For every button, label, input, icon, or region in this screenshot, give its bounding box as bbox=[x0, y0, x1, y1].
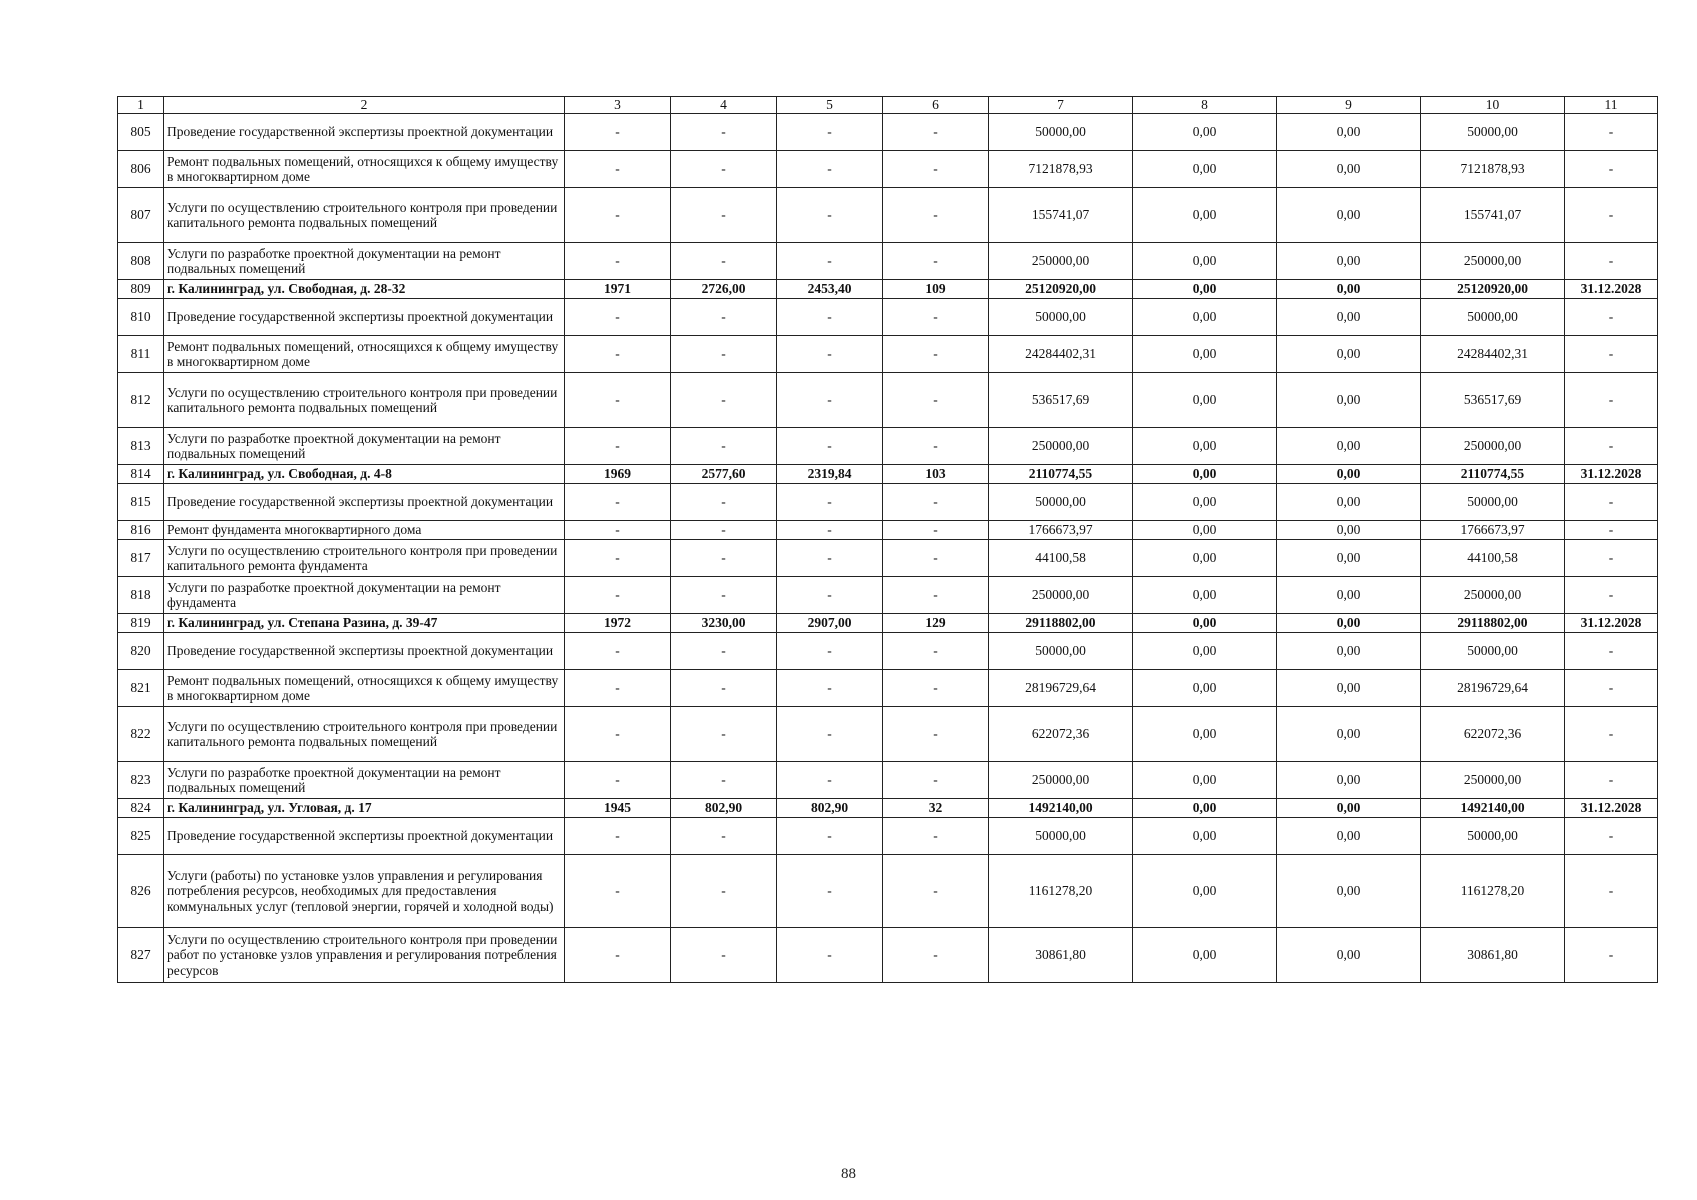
total-cost: 622072,36 bbox=[989, 707, 1133, 762]
federal-funds: 0,00 bbox=[1133, 428, 1277, 465]
row-number: 827 bbox=[118, 928, 164, 983]
owner-funds: 50000,00 bbox=[1421, 484, 1565, 521]
column-header: 8 bbox=[1133, 97, 1277, 114]
year-built: - bbox=[565, 188, 671, 243]
column-header: 11 bbox=[1565, 97, 1658, 114]
year-built: - bbox=[565, 484, 671, 521]
living-area: - bbox=[777, 243, 883, 280]
total-area: - bbox=[671, 540, 777, 577]
regional-funds: 0,00 bbox=[1277, 428, 1421, 465]
regional-funds: 0,00 bbox=[1277, 633, 1421, 670]
register-sheet bbox=[117, 96, 1658, 983]
year-built: - bbox=[565, 299, 671, 336]
row-number: 826 bbox=[118, 855, 164, 928]
regional-funds: 0,00 bbox=[1277, 614, 1421, 633]
completion-date: - bbox=[1565, 484, 1658, 521]
total-cost: 250000,00 bbox=[989, 428, 1133, 465]
year-built: - bbox=[565, 577, 671, 614]
owner-funds: 250000,00 bbox=[1421, 762, 1565, 799]
completion-date: 31.12.2028 bbox=[1565, 799, 1658, 818]
living-area: 2453,40 bbox=[777, 280, 883, 299]
regional-funds: 0,00 bbox=[1277, 670, 1421, 707]
work-row bbox=[118, 521, 1658, 540]
year-built: - bbox=[565, 928, 671, 983]
total-cost: 155741,07 bbox=[989, 188, 1133, 243]
federal-funds: 0,00 bbox=[1133, 670, 1277, 707]
column-header: 6 bbox=[883, 97, 989, 114]
residents: - bbox=[883, 818, 989, 855]
column-header: 3 bbox=[565, 97, 671, 114]
total-cost: 7121878,93 bbox=[989, 151, 1133, 188]
row-number: 821 bbox=[118, 670, 164, 707]
residents: - bbox=[883, 633, 989, 670]
work-row bbox=[118, 855, 1658, 928]
work-row bbox=[118, 762, 1658, 799]
owner-funds: 29118802,00 bbox=[1421, 614, 1565, 633]
column-header: 5 bbox=[777, 97, 883, 114]
owner-funds: 24284402,31 bbox=[1421, 336, 1565, 373]
total-area: - bbox=[671, 818, 777, 855]
residents: - bbox=[883, 188, 989, 243]
living-area: - bbox=[777, 428, 883, 465]
year-built: - bbox=[565, 540, 671, 577]
regional-funds: 0,00 bbox=[1277, 484, 1421, 521]
work-name: г. Калининград, ул. Угловая, д. 17 bbox=[164, 799, 565, 818]
total-area: 2726,00 bbox=[671, 280, 777, 299]
federal-funds: 0,00 bbox=[1133, 707, 1277, 762]
total-area: 3230,00 bbox=[671, 614, 777, 633]
total-area: 2577,60 bbox=[671, 465, 777, 484]
work-name: Услуги по осуществлению строительного контроля при проведении капитального ремонта подвальных помещений bbox=[164, 707, 565, 762]
owner-funds: 250000,00 bbox=[1421, 243, 1565, 280]
owner-funds: 44100,58 bbox=[1421, 540, 1565, 577]
year-built: - bbox=[565, 818, 671, 855]
residents: - bbox=[883, 670, 989, 707]
total-cost: 536517,69 bbox=[989, 373, 1133, 428]
residents: - bbox=[883, 336, 989, 373]
completion-date: - bbox=[1565, 762, 1658, 799]
federal-funds: 0,00 bbox=[1133, 799, 1277, 818]
work-row bbox=[118, 670, 1658, 707]
total-area: - bbox=[671, 521, 777, 540]
work-row bbox=[118, 633, 1658, 670]
work-row bbox=[118, 707, 1658, 762]
residents: 129 bbox=[883, 614, 989, 633]
regional-funds: 0,00 bbox=[1277, 299, 1421, 336]
completion-date: - bbox=[1565, 855, 1658, 928]
residents: - bbox=[883, 540, 989, 577]
owner-funds: 50000,00 bbox=[1421, 114, 1565, 151]
completion-date: - bbox=[1565, 928, 1658, 983]
work-name: Услуги по разработке проектной документации на ремонт подвальных помещений bbox=[164, 428, 565, 465]
federal-funds: 0,00 bbox=[1133, 373, 1277, 428]
regional-funds: 0,00 bbox=[1277, 707, 1421, 762]
year-built: - bbox=[565, 521, 671, 540]
living-area: - bbox=[777, 670, 883, 707]
federal-funds: 0,00 bbox=[1133, 855, 1277, 928]
owner-funds: 30861,80 bbox=[1421, 928, 1565, 983]
total-area: - bbox=[671, 373, 777, 428]
work-name: Услуги по осуществлению строительного контроля при проведении работ по установке узлов управления и регулирования потребления ресурсов bbox=[164, 928, 565, 983]
year-built: - bbox=[565, 336, 671, 373]
owner-funds: 25120920,00 bbox=[1421, 280, 1565, 299]
capital-repair-table bbox=[117, 96, 1658, 983]
completion-date: - bbox=[1565, 633, 1658, 670]
owner-funds: 2110774,55 bbox=[1421, 465, 1565, 484]
row-number: 814 bbox=[118, 465, 164, 484]
completion-date: - bbox=[1565, 577, 1658, 614]
total-area: - bbox=[671, 151, 777, 188]
total-cost: 50000,00 bbox=[989, 633, 1133, 670]
residents: - bbox=[883, 151, 989, 188]
completion-date: - bbox=[1565, 336, 1658, 373]
page-number: 88 bbox=[841, 1166, 856, 1182]
year-built: - bbox=[565, 428, 671, 465]
owner-funds: 1492140,00 bbox=[1421, 799, 1565, 818]
regional-funds: 0,00 bbox=[1277, 465, 1421, 484]
owner-funds: 28196729,64 bbox=[1421, 670, 1565, 707]
work-name: Услуги по осуществлению строительного контроля при проведении капитального ремонта фундамента bbox=[164, 540, 565, 577]
work-name: Услуги по разработке проектной документации на ремонт фундамента bbox=[164, 577, 565, 614]
completion-date: - bbox=[1565, 151, 1658, 188]
address-row bbox=[118, 799, 1658, 818]
federal-funds: 0,00 bbox=[1133, 762, 1277, 799]
federal-funds: 0,00 bbox=[1133, 928, 1277, 983]
row-number: 813 bbox=[118, 428, 164, 465]
address-row bbox=[118, 280, 1658, 299]
total-cost: 44100,58 bbox=[989, 540, 1133, 577]
completion-date: 31.12.2028 bbox=[1565, 465, 1658, 484]
address-row bbox=[118, 465, 1658, 484]
residents: - bbox=[883, 243, 989, 280]
living-area: - bbox=[777, 855, 883, 928]
work-name: Ремонт подвальных помещений, относящихся к общему имуществу в многоквартирном доме bbox=[164, 336, 565, 373]
owner-funds: 536517,69 bbox=[1421, 373, 1565, 428]
column-header: 7 bbox=[989, 97, 1133, 114]
total-area: - bbox=[671, 707, 777, 762]
living-area: - bbox=[777, 540, 883, 577]
work-name: Ремонт фундамента многоквартирного дома bbox=[164, 521, 565, 540]
total-cost: 29118802,00 bbox=[989, 614, 1133, 633]
year-built: 1969 bbox=[565, 465, 671, 484]
year-built: - bbox=[565, 151, 671, 188]
work-row bbox=[118, 299, 1658, 336]
year-built: - bbox=[565, 670, 671, 707]
total-area: - bbox=[671, 855, 777, 928]
regional-funds: 0,00 bbox=[1277, 280, 1421, 299]
total-area: - bbox=[671, 762, 777, 799]
work-row bbox=[118, 577, 1658, 614]
row-number: 824 bbox=[118, 799, 164, 818]
residents: - bbox=[883, 114, 989, 151]
federal-funds: 0,00 bbox=[1133, 633, 1277, 670]
completion-date: - bbox=[1565, 373, 1658, 428]
work-row bbox=[118, 373, 1658, 428]
completion-date: - bbox=[1565, 540, 1658, 577]
total-cost: 28196729,64 bbox=[989, 670, 1133, 707]
work-name: Ремонт подвальных помещений, относящихся к общему имуществу в многоквартирном доме bbox=[164, 670, 565, 707]
completion-date: - bbox=[1565, 521, 1658, 540]
living-area: - bbox=[777, 633, 883, 670]
completion-date: - bbox=[1565, 818, 1658, 855]
row-number: 815 bbox=[118, 484, 164, 521]
year-built: 1972 bbox=[565, 614, 671, 633]
regional-funds: 0,00 bbox=[1277, 540, 1421, 577]
federal-funds: 0,00 bbox=[1133, 577, 1277, 614]
owner-funds: 250000,00 bbox=[1421, 577, 1565, 614]
federal-funds: 0,00 bbox=[1133, 243, 1277, 280]
work-row bbox=[118, 928, 1658, 983]
row-number: 812 bbox=[118, 373, 164, 428]
year-built: - bbox=[565, 855, 671, 928]
year-built: - bbox=[565, 762, 671, 799]
work-name: г. Калининград, ул. Свободная, д. 4-8 bbox=[164, 465, 565, 484]
work-name: Проведение государственной экспертизы проектной документации bbox=[164, 818, 565, 855]
federal-funds: 0,00 bbox=[1133, 484, 1277, 521]
total-cost: 50000,00 bbox=[989, 114, 1133, 151]
work-row bbox=[118, 243, 1658, 280]
work-row bbox=[118, 188, 1658, 243]
work-name: г. Калининград, ул. Степана Разина, д. 39-47 bbox=[164, 614, 565, 633]
row-number: 806 bbox=[118, 151, 164, 188]
residents: 103 bbox=[883, 465, 989, 484]
total-area: - bbox=[671, 633, 777, 670]
work-name: Проведение государственной экспертизы проектной документации bbox=[164, 633, 565, 670]
completion-date: - bbox=[1565, 114, 1658, 151]
column-header: 10 bbox=[1421, 97, 1565, 114]
column-header: 2 bbox=[164, 97, 565, 114]
regional-funds: 0,00 bbox=[1277, 373, 1421, 428]
residents: - bbox=[883, 707, 989, 762]
residents: - bbox=[883, 521, 989, 540]
work-name: Услуги (работы) по установке узлов управления и регулирования потребления ресурсов, необходимых для предоставления коммунальных услуг (тепловой энергии, горячей и холодной воды) bbox=[164, 855, 565, 928]
residents: - bbox=[883, 928, 989, 983]
regional-funds: 0,00 bbox=[1277, 336, 1421, 373]
total-cost: 50000,00 bbox=[989, 299, 1133, 336]
federal-funds: 0,00 bbox=[1133, 188, 1277, 243]
year-built: 1971 bbox=[565, 280, 671, 299]
living-area: - bbox=[777, 114, 883, 151]
row-number: 811 bbox=[118, 336, 164, 373]
regional-funds: 0,00 bbox=[1277, 521, 1421, 540]
living-area: 2907,00 bbox=[777, 614, 883, 633]
federal-funds: 0,00 bbox=[1133, 299, 1277, 336]
row-number: 820 bbox=[118, 633, 164, 670]
residents: - bbox=[883, 373, 989, 428]
regional-funds: 0,00 bbox=[1277, 855, 1421, 928]
completion-date: - bbox=[1565, 707, 1658, 762]
total-area: - bbox=[671, 299, 777, 336]
owner-funds: 1161278,20 bbox=[1421, 855, 1565, 928]
total-cost: 250000,00 bbox=[989, 762, 1133, 799]
completion-date: - bbox=[1565, 299, 1658, 336]
total-area: - bbox=[671, 928, 777, 983]
living-area: - bbox=[777, 188, 883, 243]
completion-date: 31.12.2028 bbox=[1565, 280, 1658, 299]
total-area: - bbox=[671, 428, 777, 465]
work-name: г. Калининград, ул. Свободная, д. 28-32 bbox=[164, 280, 565, 299]
year-built: - bbox=[565, 633, 671, 670]
total-area: - bbox=[671, 670, 777, 707]
owner-funds: 250000,00 bbox=[1421, 428, 1565, 465]
year-built: - bbox=[565, 373, 671, 428]
row-number: 809 bbox=[118, 280, 164, 299]
living-area: 802,90 bbox=[777, 799, 883, 818]
federal-funds: 0,00 bbox=[1133, 540, 1277, 577]
work-row bbox=[118, 428, 1658, 465]
residents: - bbox=[883, 762, 989, 799]
row-number: 805 bbox=[118, 114, 164, 151]
work-name: Ремонт подвальных помещений, относящихся к общему имуществу в многоквартирном доме bbox=[164, 151, 565, 188]
living-area: - bbox=[777, 521, 883, 540]
completion-date: - bbox=[1565, 188, 1658, 243]
owner-funds: 50000,00 bbox=[1421, 818, 1565, 855]
total-cost: 1766673,97 bbox=[989, 521, 1133, 540]
column-header: 9 bbox=[1277, 97, 1421, 114]
total-cost: 30861,80 bbox=[989, 928, 1133, 983]
total-cost: 1161278,20 bbox=[989, 855, 1133, 928]
work-row bbox=[118, 818, 1658, 855]
living-area: - bbox=[777, 928, 883, 983]
total-cost: 2110774,55 bbox=[989, 465, 1133, 484]
living-area: - bbox=[777, 299, 883, 336]
work-name: Услуги по разработке проектной документации на ремонт подвальных помещений bbox=[164, 762, 565, 799]
row-number: 819 bbox=[118, 614, 164, 633]
total-area: - bbox=[671, 243, 777, 280]
federal-funds: 0,00 bbox=[1133, 114, 1277, 151]
total-cost: 1492140,00 bbox=[989, 799, 1133, 818]
regional-funds: 0,00 bbox=[1277, 577, 1421, 614]
year-built: - bbox=[565, 243, 671, 280]
residents: - bbox=[883, 299, 989, 336]
work-row bbox=[118, 540, 1658, 577]
total-area: - bbox=[671, 484, 777, 521]
federal-funds: 0,00 bbox=[1133, 465, 1277, 484]
completion-date: - bbox=[1565, 243, 1658, 280]
row-number: 818 bbox=[118, 577, 164, 614]
owner-funds: 622072,36 bbox=[1421, 707, 1565, 762]
living-area: - bbox=[777, 762, 883, 799]
work-name: Услуги по осуществлению строительного контроля при проведении капитального ремонта подвальных помещений bbox=[164, 373, 565, 428]
residents: - bbox=[883, 577, 989, 614]
total-cost: 50000,00 bbox=[989, 818, 1133, 855]
living-area: - bbox=[777, 484, 883, 521]
work-row bbox=[118, 151, 1658, 188]
total-cost: 24284402,31 bbox=[989, 336, 1133, 373]
owner-funds: 50000,00 bbox=[1421, 299, 1565, 336]
row-number: 808 bbox=[118, 243, 164, 280]
federal-funds: 0,00 bbox=[1133, 336, 1277, 373]
completion-date: - bbox=[1565, 428, 1658, 465]
work-name: Проведение государственной экспертизы проектной документации bbox=[164, 484, 565, 521]
owner-funds: 1766673,97 bbox=[1421, 521, 1565, 540]
total-area: - bbox=[671, 114, 777, 151]
living-area: - bbox=[777, 577, 883, 614]
work-name: Проведение государственной экспертизы проектной документации bbox=[164, 299, 565, 336]
regional-funds: 0,00 bbox=[1277, 188, 1421, 243]
year-built: 1945 bbox=[565, 799, 671, 818]
residents: - bbox=[883, 855, 989, 928]
year-built: - bbox=[565, 707, 671, 762]
year-built: - bbox=[565, 114, 671, 151]
owner-funds: 50000,00 bbox=[1421, 633, 1565, 670]
owner-funds: 155741,07 bbox=[1421, 188, 1565, 243]
living-area: 2319,84 bbox=[777, 465, 883, 484]
living-area: - bbox=[777, 151, 883, 188]
living-area: - bbox=[777, 707, 883, 762]
regional-funds: 0,00 bbox=[1277, 818, 1421, 855]
address-row bbox=[118, 614, 1658, 633]
residents: 32 bbox=[883, 799, 989, 818]
total-area: 802,90 bbox=[671, 799, 777, 818]
living-area: - bbox=[777, 373, 883, 428]
column-number-row bbox=[118, 97, 1658, 114]
living-area: - bbox=[777, 336, 883, 373]
total-cost: 25120920,00 bbox=[989, 280, 1133, 299]
regional-funds: 0,00 bbox=[1277, 799, 1421, 818]
total-area: - bbox=[671, 577, 777, 614]
row-number: 807 bbox=[118, 188, 164, 243]
work-row bbox=[118, 114, 1658, 151]
row-number: 817 bbox=[118, 540, 164, 577]
regional-funds: 0,00 bbox=[1277, 762, 1421, 799]
column-header: 1 bbox=[118, 97, 164, 114]
residents: - bbox=[883, 484, 989, 521]
work-name: Услуги по разработке проектной документации на ремонт подвальных помещений bbox=[164, 243, 565, 280]
regional-funds: 0,00 bbox=[1277, 928, 1421, 983]
total-area: - bbox=[671, 188, 777, 243]
row-number: 823 bbox=[118, 762, 164, 799]
completion-date: - bbox=[1565, 670, 1658, 707]
column-header: 4 bbox=[671, 97, 777, 114]
regional-funds: 0,00 bbox=[1277, 114, 1421, 151]
row-number: 822 bbox=[118, 707, 164, 762]
row-number: 816 bbox=[118, 521, 164, 540]
regional-funds: 0,00 bbox=[1277, 243, 1421, 280]
work-name: Услуги по осуществлению строительного контроля при проведении капитального ремонта подвальных помещений bbox=[164, 188, 565, 243]
row-number: 810 bbox=[118, 299, 164, 336]
total-cost: 250000,00 bbox=[989, 243, 1133, 280]
living-area: - bbox=[777, 818, 883, 855]
total-area: - bbox=[671, 336, 777, 373]
work-name: Проведение государственной экспертизы проектной документации bbox=[164, 114, 565, 151]
federal-funds: 0,00 bbox=[1133, 521, 1277, 540]
residents: 109 bbox=[883, 280, 989, 299]
row-number: 825 bbox=[118, 818, 164, 855]
federal-funds: 0,00 bbox=[1133, 818, 1277, 855]
owner-funds: 7121878,93 bbox=[1421, 151, 1565, 188]
work-row bbox=[118, 484, 1658, 521]
completion-date: 31.12.2028 bbox=[1565, 614, 1658, 633]
table-body bbox=[118, 114, 1658, 983]
total-cost: 50000,00 bbox=[989, 484, 1133, 521]
federal-funds: 0,00 bbox=[1133, 614, 1277, 633]
residents: - bbox=[883, 428, 989, 465]
regional-funds: 0,00 bbox=[1277, 151, 1421, 188]
federal-funds: 0,00 bbox=[1133, 280, 1277, 299]
federal-funds: 0,00 bbox=[1133, 151, 1277, 188]
work-row bbox=[118, 336, 1658, 373]
total-cost: 250000,00 bbox=[989, 577, 1133, 614]
